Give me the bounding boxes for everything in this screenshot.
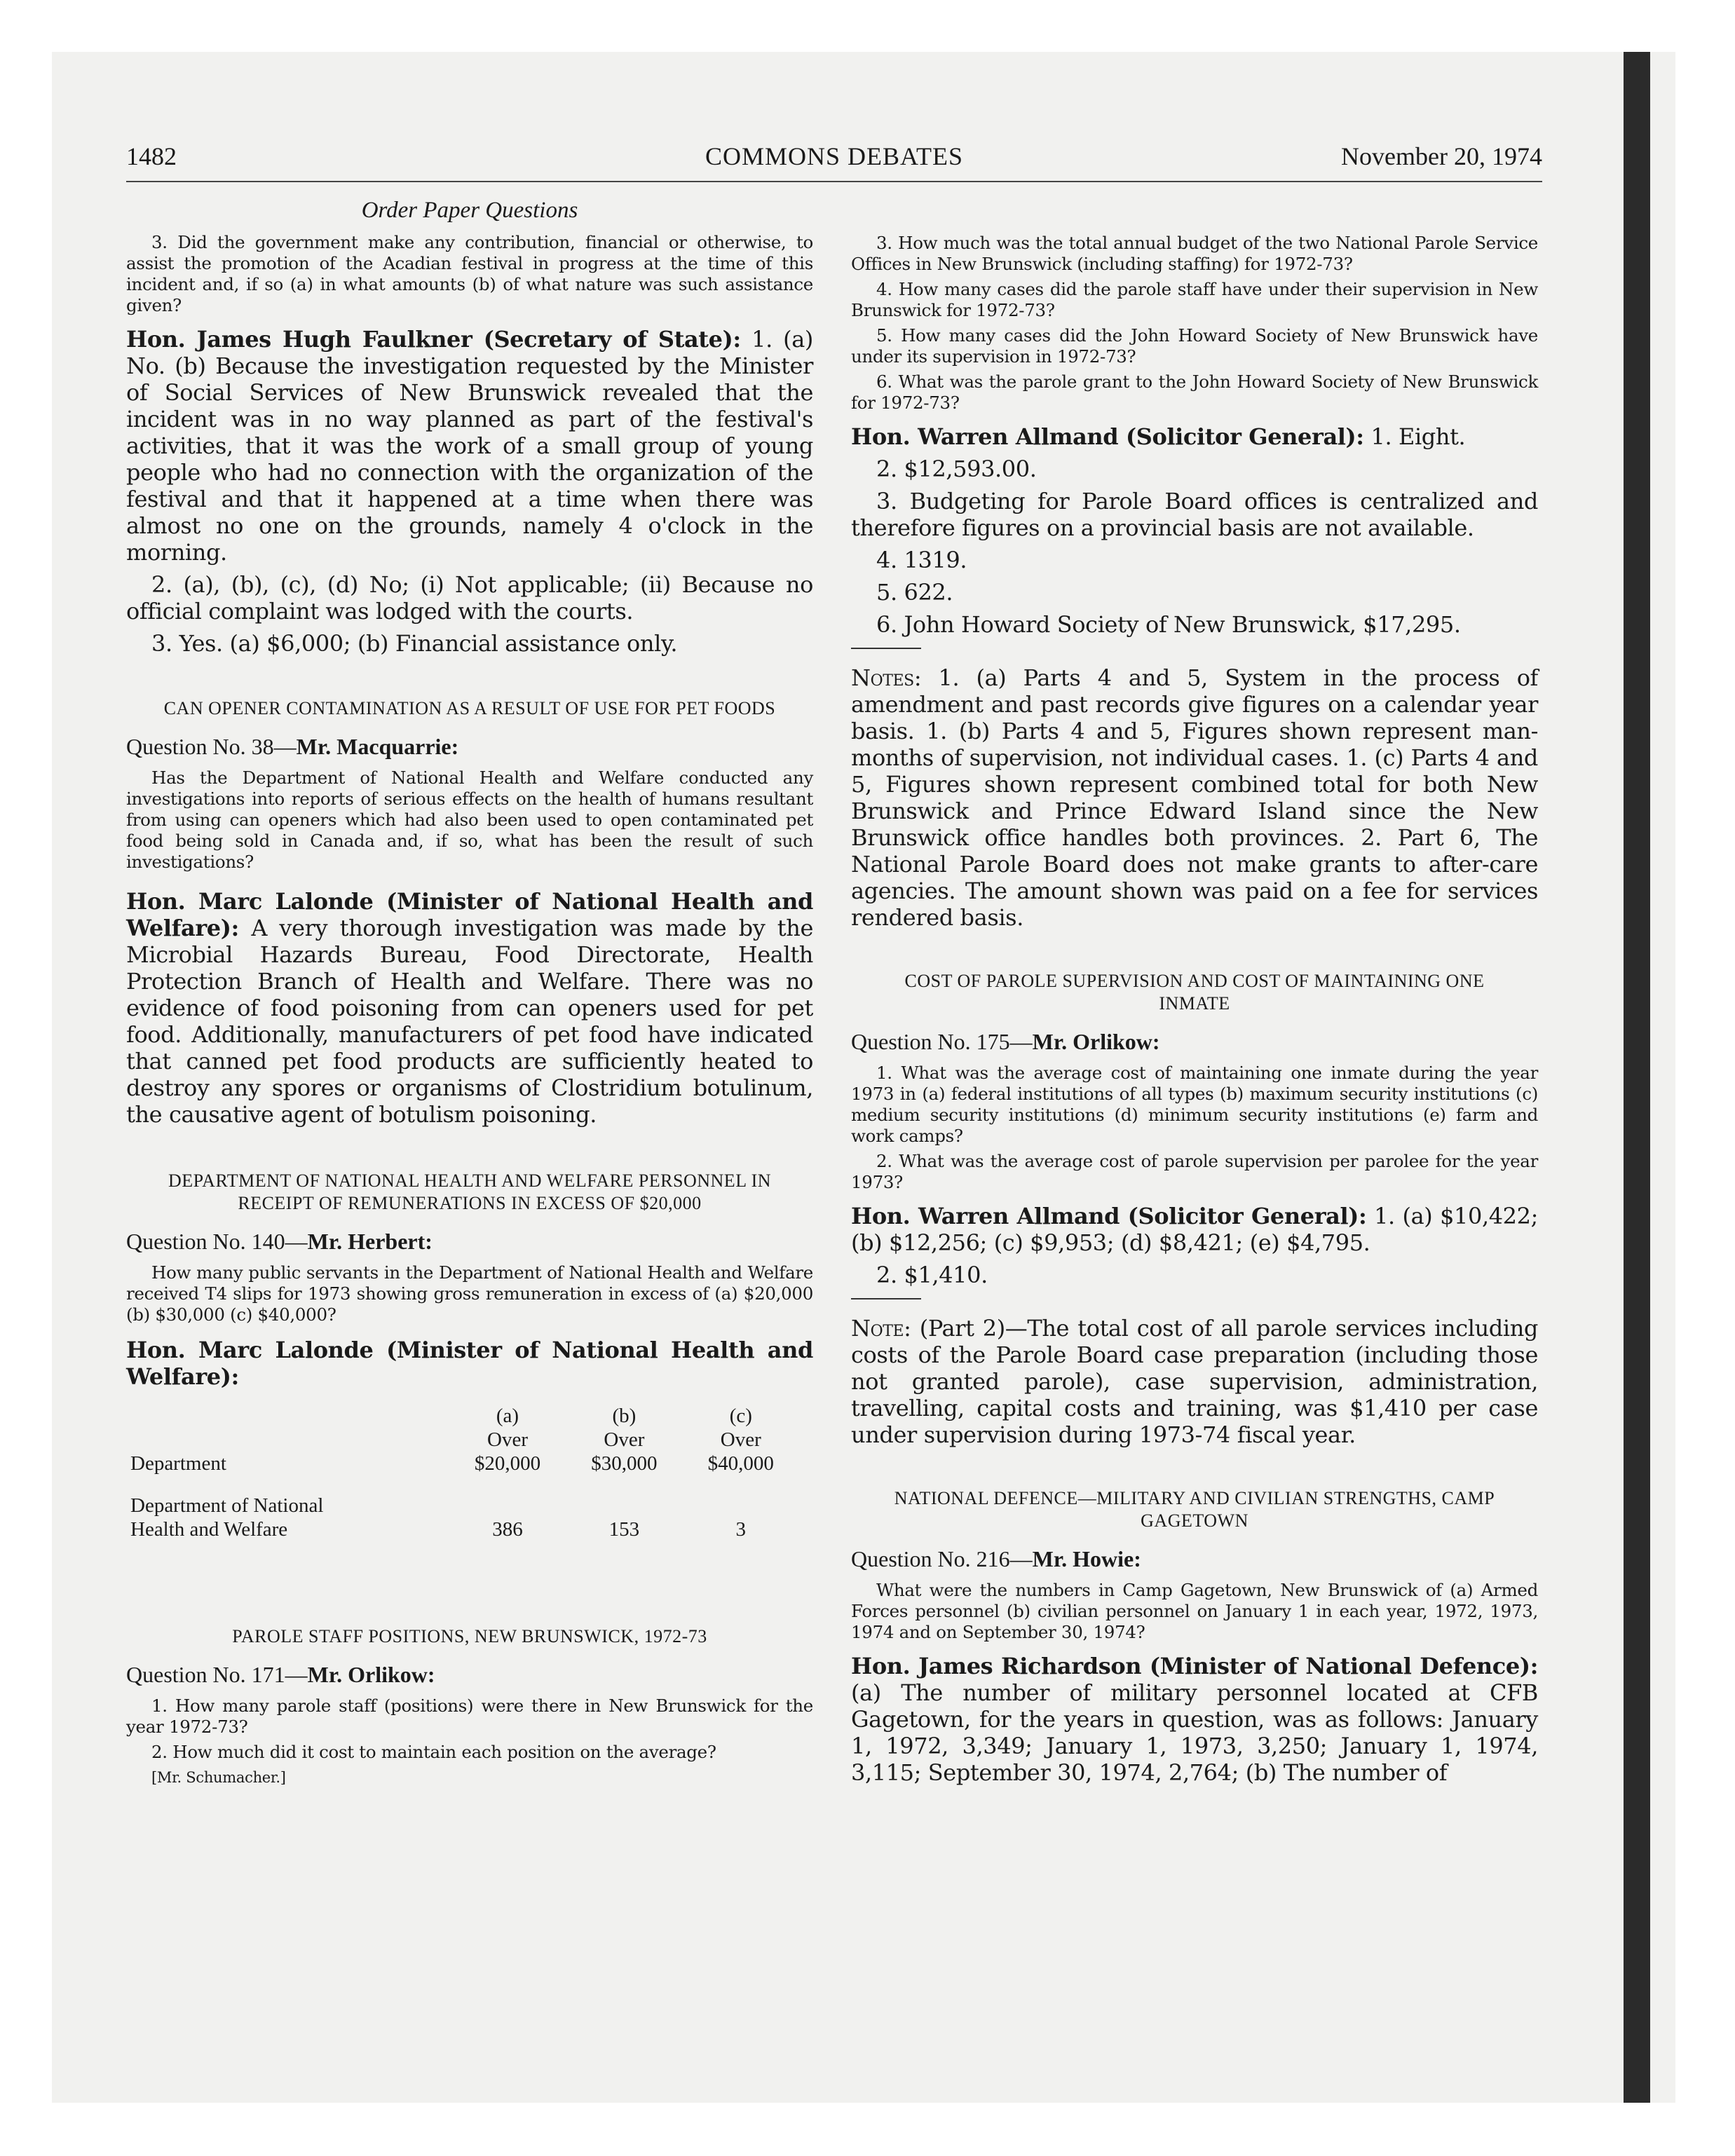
question-text: 3. How much was the total annual budget of the two National Parole Service Offices in New Brunswick (including staffing) for 1972-73? [851,233,1538,274]
answer-text: 1. (a) No. (b) Because the investigation requested by the Minister of Social Services of New Brunswick revealed that the incident was in no way planned as part of the festival's activities, that it was the work of a small group of young people who had no connection with the organization of the festival and that it happened at a time when there was almost no one on the grounds, namely 4 o'clock in the morning. [126,326,813,566]
note-paragraph [851,1315,1538,1448]
question-text: What were the numbers in Camp Gagetown, New Brunswick of (a) Armed Forces personnel (b) civilian personnel on January 1 in each year, 1972, 1973, 1974 and on September 30, 1974? [851,1580,1538,1642]
answer-paragraph: 6. John Howard Society of New Brunswick, $17,295. [876,611,1461,638]
question-text: How many public servants in the Department of National Health and Welfare received T4 slips for 1973 showing gross remuneration in excess of (a) $20,000 (b) $30,000 (c) $40,000? [126,1262,813,1325]
table-cell [126,1475,449,1541]
speaker-name: Hon. James Richardson (Minister of National Defence): [851,1653,1538,1679]
right-column [851,198,1538,1792]
speaker-name: Hon. James Hugh Faulkner (Secretary of State): [126,326,741,353]
binding-edge [1624,52,1650,2103]
answer-paragraph: 3. Budgeting for Parole Board offices is centralized and therefore figures on a provincial basis are not available. [851,488,1538,541]
answer-paragraph: 5. 622. [876,579,953,606]
section-heading: NATIONAL DEFENCE—MILITARY AND CIVILIAN STRENGTHS, CAMP GAGETOWN [894,1488,1495,1531]
table-row [126,1475,799,1541]
member-name: Mr. Orlikow: [1032,1029,1160,1054]
note-text: (Part 2)—The total cost of all parole services including costs of the Parole Board case preparation (including those not granted parole), case supervision, administration, travelling, capital costs and training, was $1,410 per case under supervision during 1973-74 fiscal year. [851,1315,1538,1448]
question-text: 6. What was the parole grant to the John Howard Society of New Brunswick for 1972-73? [851,371,1538,413]
answer-text: (a) The number of military personnel located at CFB Gagetown, for the years in question, was as follows: January 1, 1972, 3,349; January 1, 1973, 3,250; January 1, 1974, 3,115; September 30, 1974, 2,764; (b) The number of [851,1679,1538,1786]
member-name: Mr. Howie: [1032,1546,1141,1571]
table-cell: 3 [735,1518,747,1541]
question-label: Question No. 175— [851,1029,1033,1054]
question-text: 5. How many cases did the John Howard Society of New Brunswick have under its supervision in 1972-73? [851,325,1538,367]
page-header [126,142,1542,182]
section-heading: DEPARTMENT OF NATIONAL HEALTH AND WELFARE PERSONNEL IN RECEIPT OF REMUNERATIONS IN EXCESS OF $20,000 [168,1171,772,1213]
table-cell: (c) [729,1405,752,1427]
row-label: Department of National [130,1494,324,1517]
answer-text: 1. Eight. [1363,423,1466,450]
answer-paragraph: 2. (a), (b), (c), (d) No; (i) Not applicable; (ii) Because no official complaint was lodged with the courts. [126,571,813,625]
table-cell: (b) [612,1405,637,1427]
question-number [851,1545,1538,1573]
answer-text: A very thorough investigation was made by the Microbial Hazards Bureau, Food Directorate, Health Protection Branch of Health and Welfare. There was no evidence of food poisoning from can openers used for pet food. Additionally, manufacturers of pet food have indicated that canned pet food products are sufficiently heated to destroy any spores or organisms of Clostridium botulinum, the causative agent of botulism poisoning. [126,915,813,1128]
question-text: 3. Did the government make any contribution, financial or otherwise, to assist the promotion of the Acadian festival in progress at the time of this incident and, if so (a) in what amounts (b) of what nature was such assistance given? [126,232,813,315]
speaker-name: Hon. Marc Lalonde (Minister of National Health and Welfare): [126,1337,813,1390]
table-cell: $40,000 [707,1452,774,1475]
member-name: Mr. Herbert: [307,1229,433,1254]
speaker-reference: [Mr. Schumacher.] [151,1769,286,1786]
answer-paragraph [851,1653,1538,1786]
answer-paragraph: 4. 1319. [876,547,967,573]
answer-paragraph: 3. Yes. (a) $6,000; (b) Financial assistance only. [151,630,678,657]
question-number [126,1227,813,1255]
question-text: 2. What was the average cost of parole supervision per parolee for the year 1973? [851,1151,1538,1192]
divider [851,648,921,649]
table-cell: Department [130,1452,226,1475]
table-row [126,1452,799,1475]
answer-paragraph: 2. $1,410. [876,1262,988,1288]
notes-label: Notes: [851,664,922,691]
note-label: Note: [851,1315,911,1342]
question-text: Has the Department of National Health and Welfare conducted any investigations into reports of serious effects on the health of humans resultant from using can openers which had also been used to open contaminated pet food being sold in Canada and, if so, what has been the result of such investigations? [126,767,813,872]
question-text: 1. How many parole staff (positions) were there in New Brunswick for the year 1972-73? [126,1696,813,1737]
section-heading: Order Paper Questions [361,198,578,223]
table-row [126,1404,799,1428]
notes-paragraph [851,664,1538,931]
answer-paragraph [851,423,1538,450]
table-cell: Over [604,1428,645,1451]
row-label: Health and Welfare [130,1518,288,1541]
page-date: November 20, 1974 [1341,142,1542,170]
section-heading: CAN OPENER CONTAMINATION AS A RESULT OF USE FOR PET FOODS [163,698,776,718]
notes-text: 1. (a) Parts 4 and 5, System in the process of amendment and past records give figures on a calendar year basis. 1. (b) Parts 4 and 5, Figures shown represent man-months of supervision, not individual cases. 1. (c) Parts 4 and 5, Figures shown represent combined total for both New Brunswick and Prince Edward Island since the New Brunswick office handles both provinces. 2. Part 6, The National Parole Board does not make grants to after-care agencies. The amount shown was paid on a fee for services rendered basis. [851,664,1538,931]
member-name: Mr. Macquarrie: [296,734,459,759]
speaker-name: Hon. Warren Allmand (Solicitor General): [851,1203,1367,1229]
table-cell: 386 [492,1518,523,1541]
table-cell: (a) [496,1405,519,1427]
page-number: 1482 [126,142,177,170]
section-heading: PAROLE STAFF POSITIONS, NEW BRUNSWICK, 1972-73 [232,1626,707,1646]
question-text: 2. How much did it cost to maintain each position on the average? [151,1742,716,1762]
answer-text: 1. (a) $10,422; (b) $12,256; (c) $9,953; (d) $8,421; (e) $4,795. [851,1203,1538,1256]
table-cell: Over [487,1428,528,1451]
question-number [126,1660,813,1688]
question-label: Question No. 216— [851,1546,1033,1571]
question-label: Question No. 140— [126,1229,308,1254]
member-name: Mr. Orlikow: [307,1662,435,1687]
table-cell: 153 [608,1518,640,1541]
remuneration-table [126,1404,799,1541]
speaker-name: Hon. Warren Allmand (Solicitor General): [851,423,1364,450]
section-heading: COST OF PAROLE SUPERVISION AND COST OF MAINTAINING ONE INMATE [904,971,1485,1014]
answer-paragraph [851,1203,1538,1256]
table-cell: $30,000 [591,1452,658,1475]
table-cell: $20,000 [474,1452,541,1475]
question-text: 1. What was the average cost of maintaining one inmate during the year 1973 in (a) federal institutions of all types (b) maximum security institutions (c) medium security institutions (d) minimum security institutions (e) farm and work camps? [851,1063,1538,1146]
answer-paragraph [126,326,813,566]
table-row [126,1428,799,1452]
left-column [126,198,813,1792]
speaker-name: Hon. Marc Lalonde (Minister of National Health and Welfare): [126,888,813,941]
question-label: Question No. 38— [126,734,297,759]
question-number [126,732,813,760]
answer-paragraph: 2. $12,593.00. [876,456,1037,482]
table-cell: Over [720,1428,761,1451]
publication-title: COMMONS DEBATES [705,142,964,170]
question-text: 4. How many cases did the parole staff have under their supervision in New Brunswick for 1972-73? [851,279,1538,320]
divider [851,1298,921,1299]
answer-paragraph [126,888,813,1128]
question-label: Question No. 171— [126,1662,308,1687]
question-number [851,1028,1538,1056]
